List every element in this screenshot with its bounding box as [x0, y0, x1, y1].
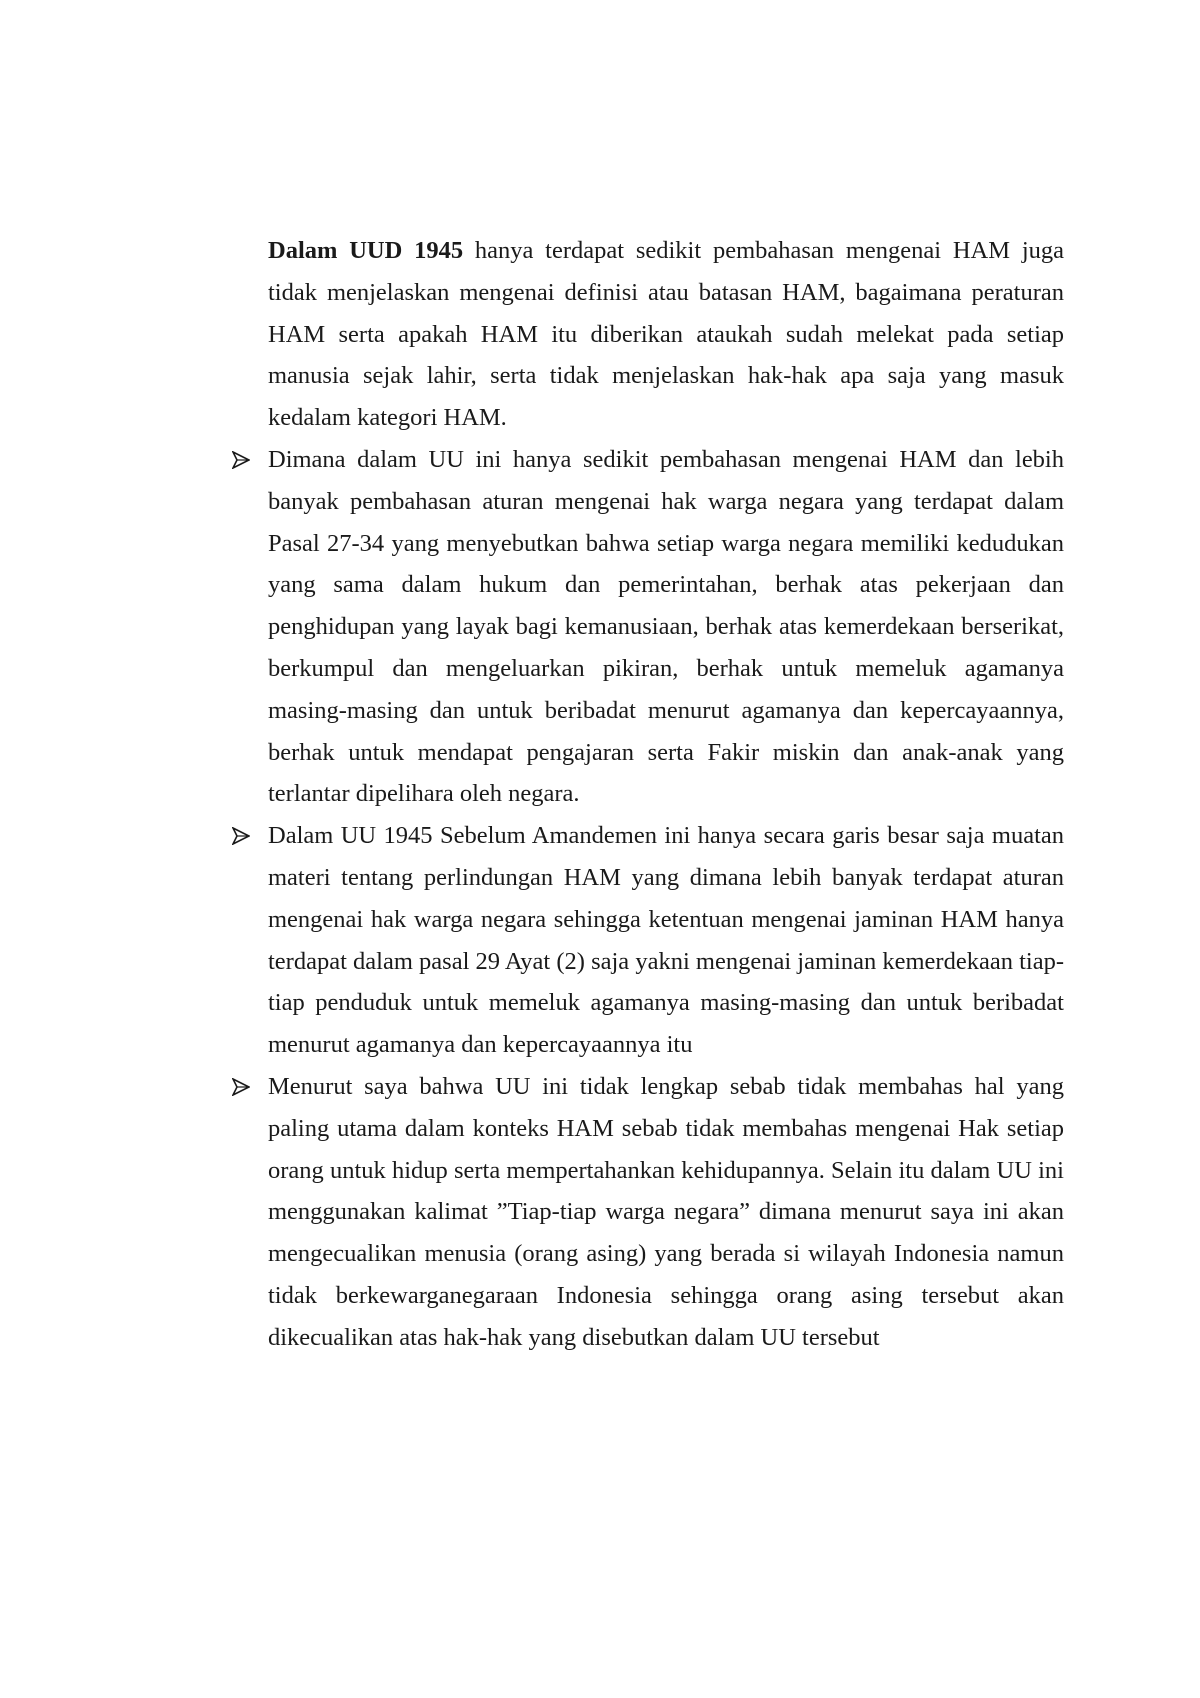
bullet-item-2: [232, 815, 1064, 1066]
arrowhead-bullet-icon: [232, 451, 250, 469]
intro-paragraph-text: hanya terdapat sedikit pembahasan mengenai HAM juga tidak menjelaskan mengenai definisi atau batasan HAM, bagaimana peraturan HAM serta apakah HAM itu diberikan ataukah sudah melekat pada setiap manusia sejak lahir, serta tidak menjelaskan hak-hak apa saja yang masuk kedalam kategori HAM.: [268, 237, 1064, 432]
bullet-item-1: [232, 439, 1064, 815]
bullet-item-3: [232, 1066, 1064, 1359]
bullet-item-1-text: Dimana dalam UU ini hanya sedikit pembahasan mengenai HAM dan lebih banyak pembahasan aturan mengenai hak warga negara yang terdapat dalam Pasal 27-34 yang menyebutkan bahwa setiap warga negara memiliki kedudukan yang sama dalam hukum dan pemerintahan, berhak atas pekerjaan dan penghidupan yang layak bagi kemanusiaan, berhak atas kemerdekaan berserikat, berkumpul dan mengeluarkan pikiran, berhak untuk memeluk agamanya masing-masing dan untuk beribadat menurut agamanya dan kepercayaannya, berhak untuk mendapat pengajaran serta Fakir miskin dan anak-anak yang terlantar dipelihara oleh negara.: [268, 445, 1064, 808]
arrowhead-bullet-icon: [232, 827, 250, 845]
intro-lead-text: Dalam UUD 1945: [268, 237, 464, 264]
document-body: [232, 230, 1064, 1359]
intro-paragraph: [268, 230, 1064, 439]
arrowhead-bullet-icon: [232, 1078, 250, 1096]
bullet-item-2-text: Dalam UU 1945 Sebelum Amandemen ini hanya secara garis besar saja muatan materi tentang perlindungan HAM yang dimana lebih banyak terdapat aturan mengenai hak warga negara sehingga ketentuan mengenai jaminan HAM hanya terdapat dalam pasal 29 Ayat (2) saja yakni mengenai jaminan kemerdekaan tiap-tiap penduduk untuk memeluk agamanya masing-masing dan untuk beribadat menurut agamanya dan kepercayaannya itu: [268, 822, 1064, 1059]
bullet-item-3-text: Menurut saya bahwa UU ini tidak lengkap sebab tidak membahas hal yang paling utama dalam konteks HAM sebab tidak membahas mengenai Hak setiap orang untuk hidup serta mempertahankan kehidupannya. Selain itu dalam UU ini menggunakan kalimat ”Tiap-tiap warga negara” dimana menurut saya ini akan mengecualikan menusia (orang asing) yang berada si wilayah Indonesia namun tidak berkewarganegaraan Indonesia sehingga orang asing tersebut akan dikecualikan atas hak-hak yang disebutkan dalam UU tersebut: [268, 1072, 1064, 1351]
